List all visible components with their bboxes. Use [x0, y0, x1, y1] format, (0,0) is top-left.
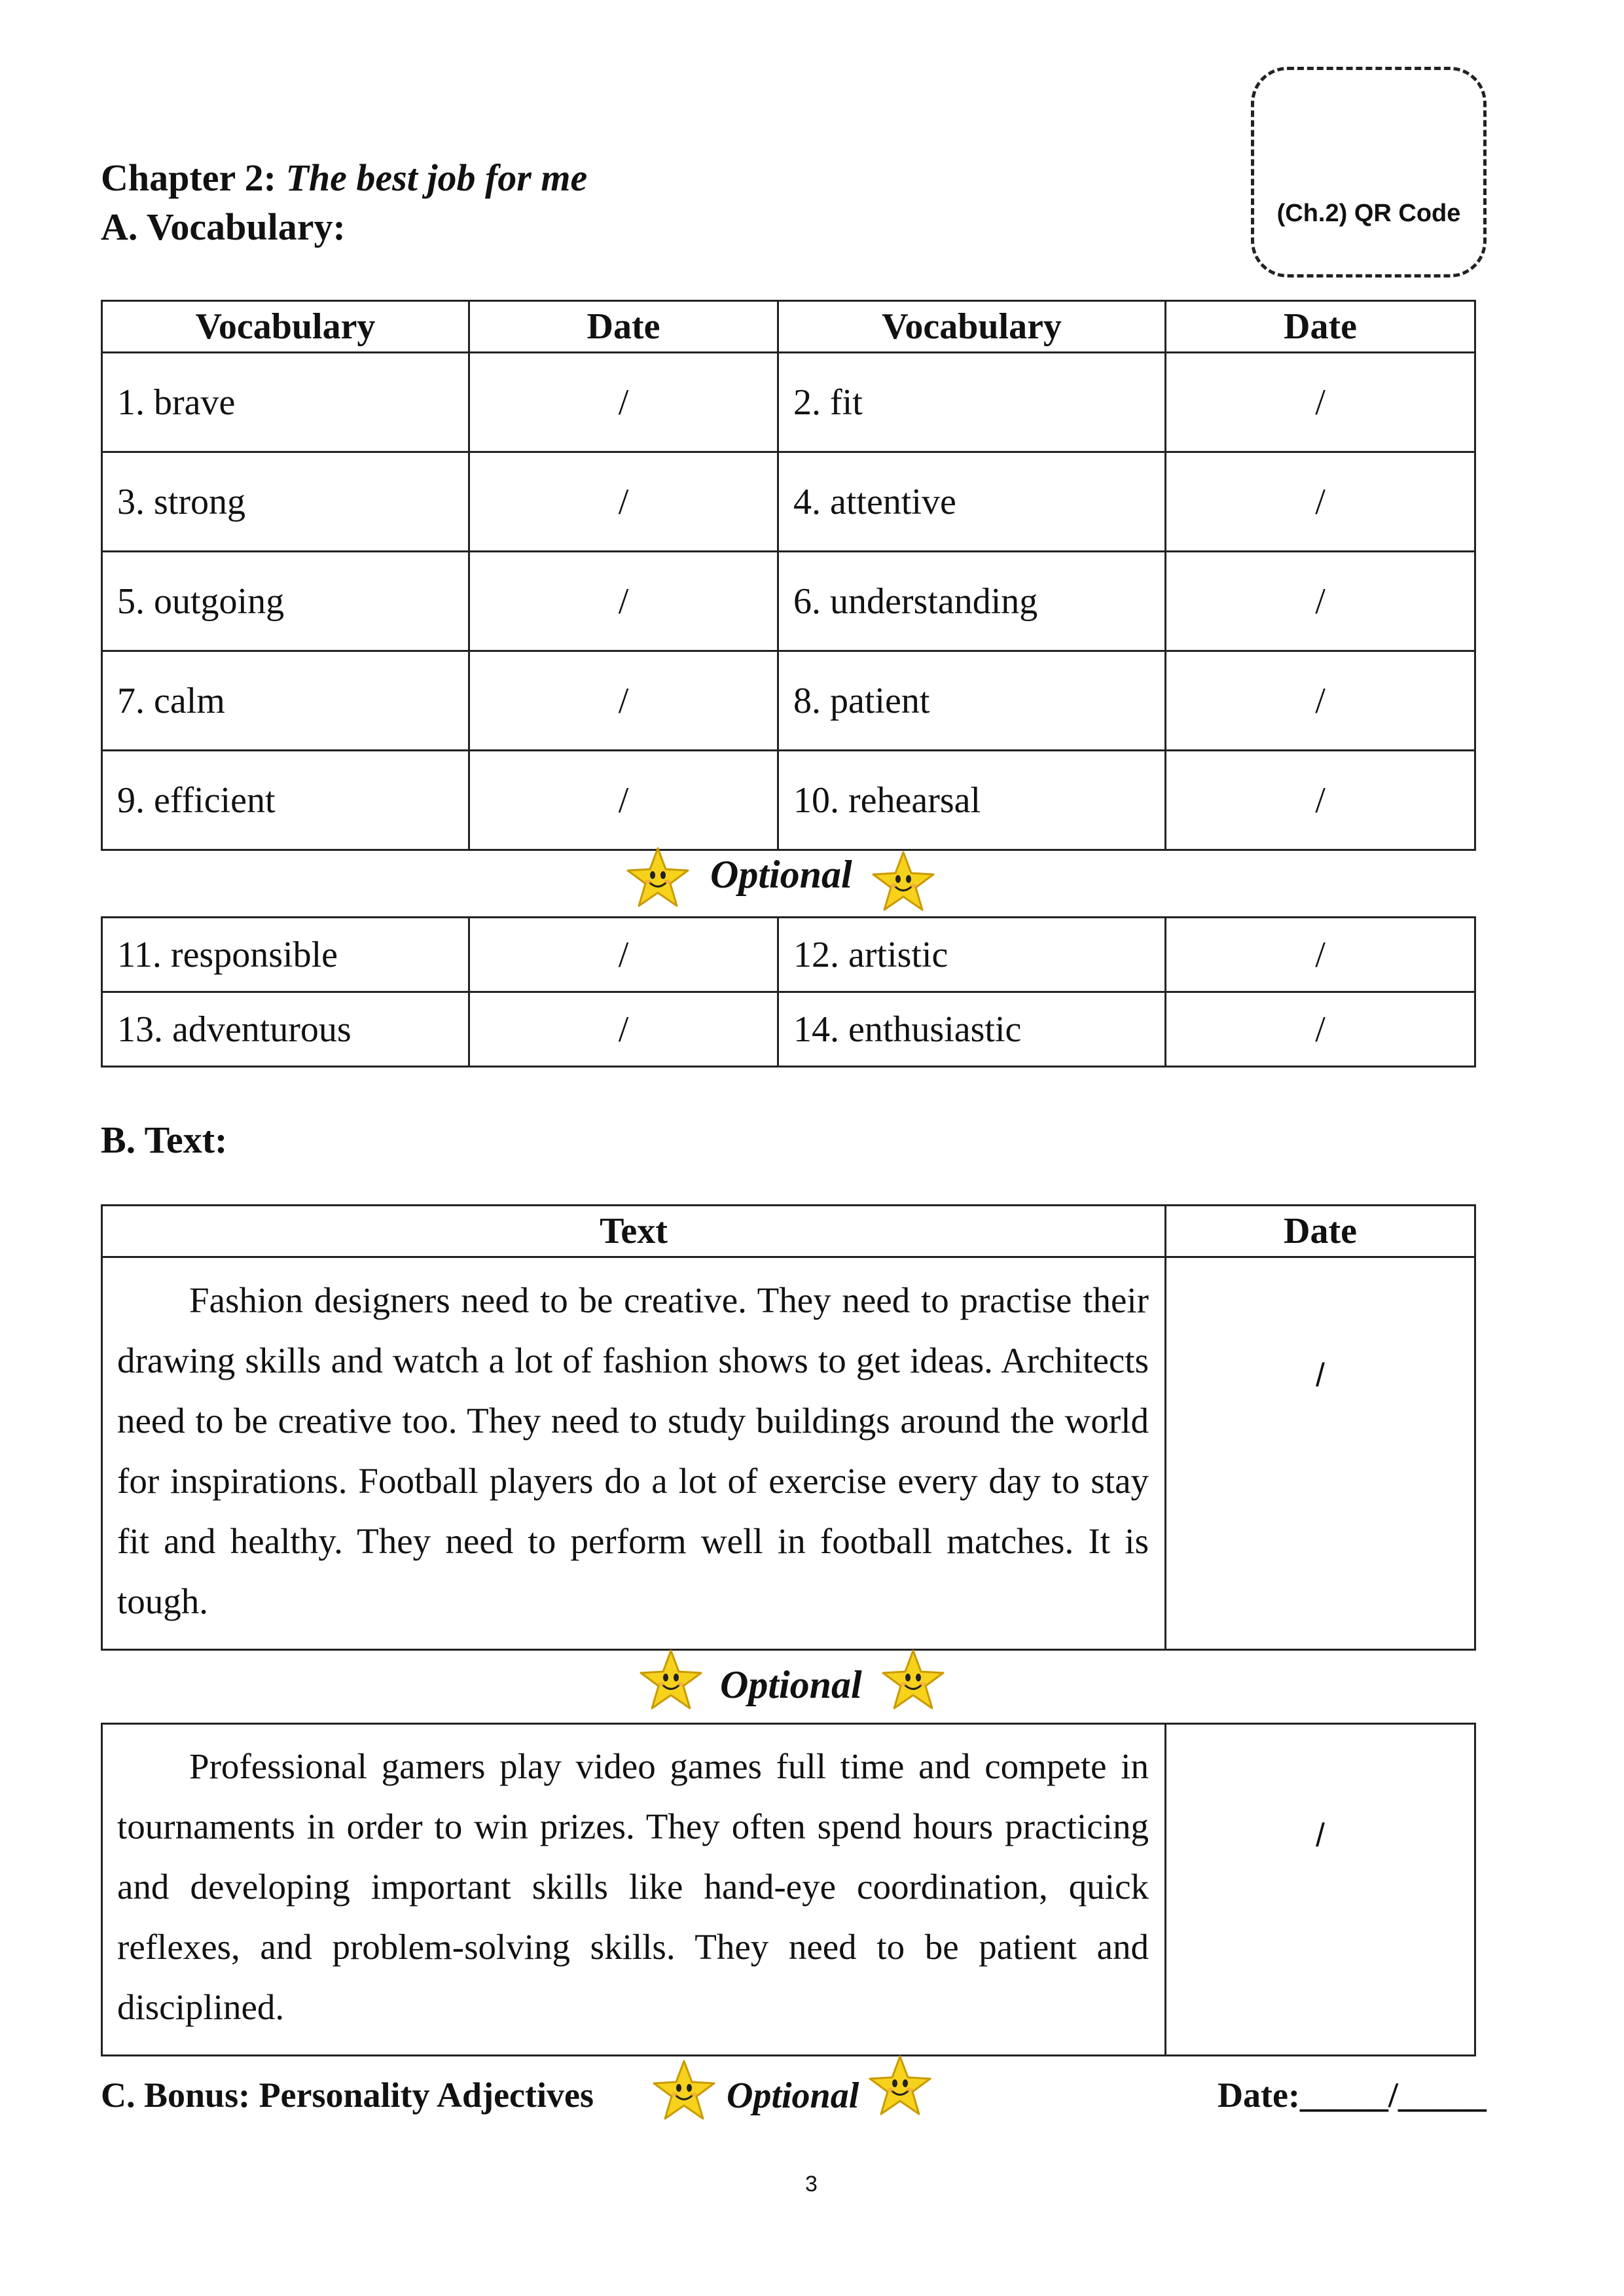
optional-vocabulary-table — [101, 916, 1476, 1067]
vocab-word: 6. understanding — [778, 552, 1166, 651]
vocab-word: 3. strong — [102, 452, 469, 552]
date-field[interactable]: Date:_____/_____ — [1218, 2075, 1487, 2115]
optional-text-table — [101, 1723, 1476, 2056]
table-row — [102, 992, 1475, 1067]
date-cell[interactable]: / — [1166, 651, 1475, 751]
header-date: Date — [469, 301, 778, 353]
date-cell[interactable]: / — [1166, 552, 1475, 651]
vocab-word: 10. rehearsal — [778, 751, 1166, 850]
optional-label: Optional — [727, 2075, 859, 2116]
table-row — [102, 751, 1475, 850]
text-table — [101, 1204, 1476, 1651]
passage-text: Fashion designers need to be creative. They need to practise their drawing skills and watch a lot of fashion shows to get ideas. Architects need to be creative too. They need to study buildings around the world for inspirations. Football players do a lot of exercise every day to stay fit and healthy. They need to perform well in football matches. It is tough. — [117, 1280, 1149, 1621]
reading-passage — [102, 1257, 1166, 1650]
table-row — [102, 918, 1475, 992]
vocabulary-table — [101, 300, 1476, 851]
date-cell[interactable]: / — [469, 751, 778, 850]
vocab-word: 5. outgoing — [102, 552, 469, 651]
date-cell[interactable]: / — [1166, 751, 1475, 850]
optional-label: Optional — [710, 853, 852, 896]
date-cell[interactable]: / — [1166, 992, 1475, 1067]
smiling-star-icon — [651, 2058, 717, 2124]
smiling-star-icon — [871, 850, 936, 915]
date-cell[interactable]: / — [469, 452, 778, 552]
text-header-row — [102, 1206, 1475, 1257]
chapter-title — [101, 156, 587, 200]
vocab-word: 2. fit — [778, 353, 1166, 452]
passage-text: Professional gamers play video games full time and compete in tournaments in order to win prizes. They often spend hours practicing and developing important skills like hand-eye coordination, quick reflexes, and problem-solving skills. They need to be patient and disciplined. — [117, 1746, 1149, 2027]
date-cell[interactable]: / — [1166, 1724, 1475, 2056]
section-b-heading: B. Text: — [101, 1119, 228, 1161]
vocabulary-header-row — [102, 301, 1475, 353]
vocab-word: 9. efficient — [102, 751, 469, 850]
header-vocabulary: Vocabulary — [778, 301, 1166, 353]
smiling-star-icon — [880, 1648, 946, 1713]
qr-code-label: (Ch.2) QR Code — [1276, 200, 1461, 227]
section-a-heading: A. Vocabulary: — [101, 206, 346, 248]
chapter-label: Chapter 2: — [101, 156, 276, 199]
date-cell[interactable]: / — [1166, 918, 1475, 992]
table-row — [102, 552, 1475, 651]
date-cell[interactable]: / — [1166, 1257, 1475, 1650]
date-cell[interactable]: / — [469, 552, 778, 651]
date-cell[interactable]: / — [1166, 452, 1475, 552]
table-row — [102, 353, 1475, 452]
date-cell[interactable]: / — [469, 353, 778, 452]
optional-label: Optional — [720, 1663, 862, 1706]
vocab-word: 11. responsible — [102, 918, 469, 992]
table-row — [102, 452, 1475, 552]
vocab-word: 4. attentive — [778, 452, 1166, 552]
vocab-word: 8. patient — [778, 651, 1166, 751]
table-row — [102, 651, 1475, 751]
vocab-word: 1. brave — [102, 353, 469, 452]
page-number: 3 — [805, 2172, 818, 2197]
vocab-word: 13. adventurous — [102, 992, 469, 1067]
qr-code-placeholder[interactable] — [1251, 67, 1487, 278]
smiling-star-icon — [867, 2054, 933, 2119]
optional-reading-passage — [102, 1724, 1166, 2056]
header-vocabulary: Vocabulary — [102, 301, 469, 353]
table-row — [102, 1257, 1475, 1650]
header-date: Date — [1166, 301, 1475, 353]
vocab-word: 14. enthusiastic — [778, 992, 1166, 1067]
header-text: Text — [102, 1206, 1166, 1257]
chapter-name: The best job for me — [285, 156, 588, 199]
table-row — [102, 1724, 1475, 2056]
date-cell[interactable]: / — [1166, 353, 1475, 452]
section-c-heading: C. Bonus: Personality Adjectives — [101, 2075, 594, 2115]
date-cell[interactable]: / — [469, 918, 778, 992]
header-date: Date — [1166, 1206, 1475, 1257]
vocab-word: 12. artistic — [778, 918, 1166, 992]
date-cell[interactable]: / — [469, 992, 778, 1067]
date-cell[interactable]: / — [469, 651, 778, 751]
vocab-word: 7. calm — [102, 651, 469, 751]
smiling-star-icon — [625, 846, 691, 911]
smiling-star-icon — [638, 1648, 704, 1713]
